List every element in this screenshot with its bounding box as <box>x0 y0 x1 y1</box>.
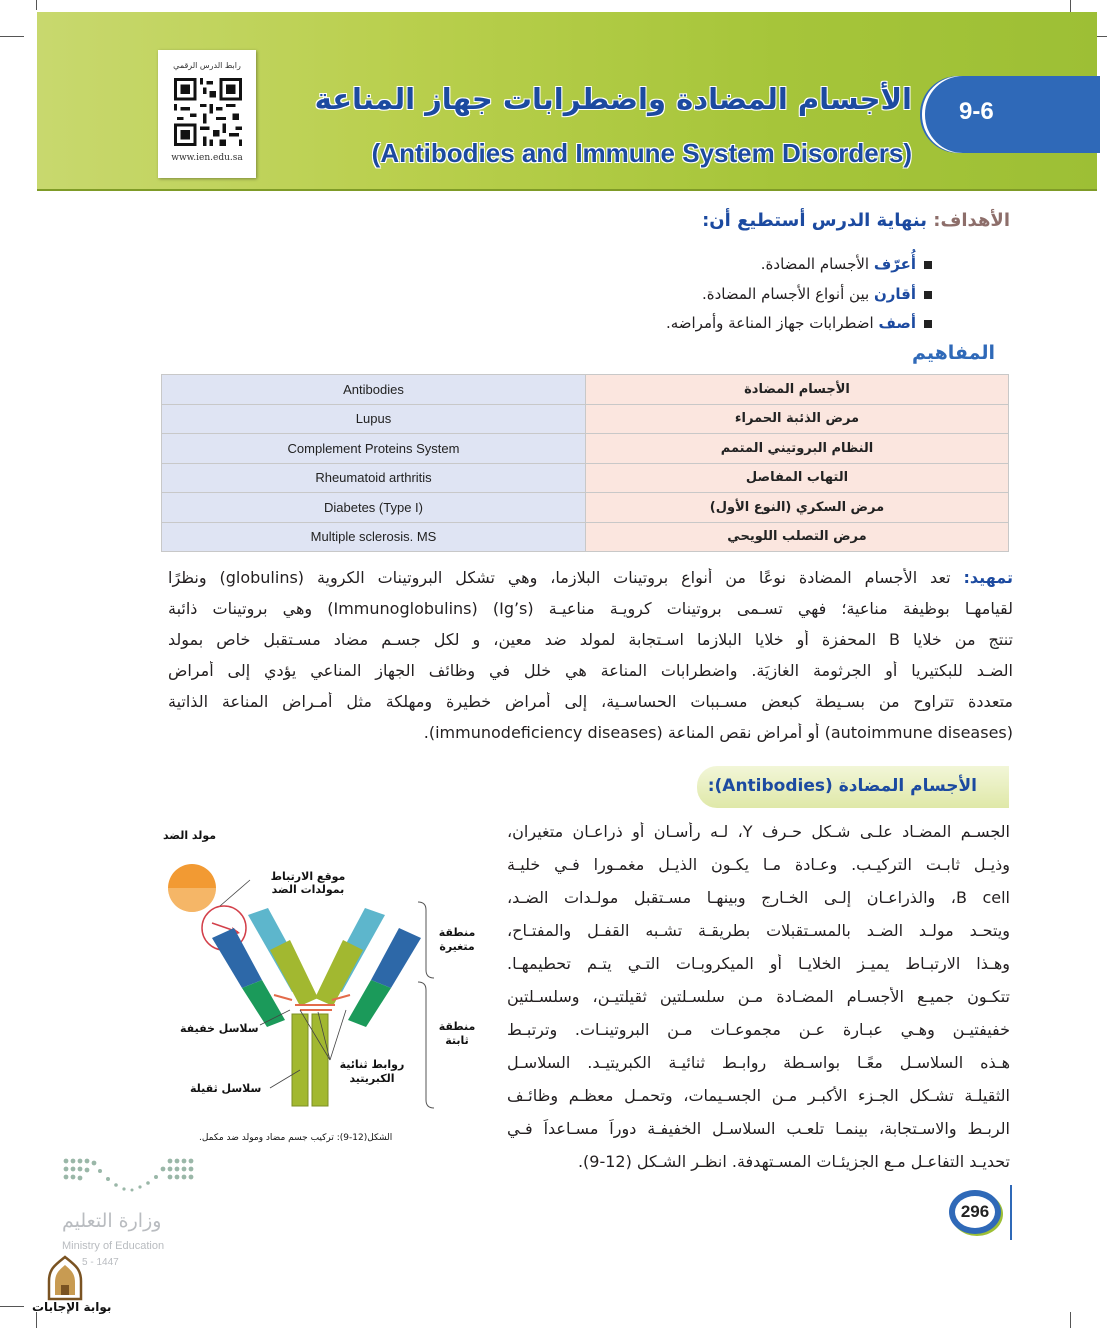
concept-arabic: التهاب المفاصل <box>586 463 1009 493</box>
concept-arabic: النظام البروتيني المتمم <box>586 434 1009 464</box>
qr-caption: رابط الدرس الرقمي <box>173 61 241 70</box>
table-row <box>162 493 1009 523</box>
objective-text: الأجسام المضادة. <box>760 255 870 273</box>
qr-url: www.ien.edu.sa <box>171 153 243 163</box>
objective-verb: أُعرّف <box>873 255 916 273</box>
intro-text: تعد الأجسام المضادة نوعًا من أنواع بروتينات البلازما، وهي تشكل البروتينات الكروية (globulins) ونظرًا <box>168 568 951 587</box>
objective-verb: أصف <box>878 314 916 332</box>
concept-arabic: مرض الذئبة الحمراء <box>586 404 1009 434</box>
objective-item <box>666 314 932 332</box>
body-line: خفيفتيـن وهـي عبـارة عـن مجموعـات مـن البروتينـات. وترتبـط <box>507 1020 1010 1039</box>
section-number: 9-6 <box>959 98 994 125</box>
concept-english: Complement Proteins System <box>162 434 586 464</box>
concept-english: Rheumatoid arthritis <box>162 463 586 493</box>
intro-label: تمهيد: <box>963 568 1013 587</box>
crop-mark <box>36 1312 37 1328</box>
body-line: تتكـون جميـع الأجسـام المضـادة مـن سلسـلتين ثقيلتيـن، وسلسـلتين <box>507 987 1010 1006</box>
label-variable-region: منطقة متغيرة <box>438 926 476 953</box>
concepts-heading: المفاهيم <box>911 342 995 364</box>
intro-line <box>168 568 1013 588</box>
table-row <box>162 522 1009 552</box>
portal-name: بوابة الإجابات <box>32 1300 112 1314</box>
objective-text: بين أنواع الأجسام المضادة. <box>702 285 870 303</box>
body-line: الثقيلـة تشـكل الجـزء الأكبـر مـن الجسـيمات، وتحمـل معظـم وظائـف <box>507 1086 1010 1105</box>
qr-code-icon[interactable] <box>174 78 242 146</box>
page-number: 296 <box>960 1202 990 1221</box>
antibodies-heading-band <box>697 766 1009 808</box>
intro-line: لقيامهـا بوظيفة مناعية؛ فهي تسـمى بروتينات كرويـة مناعيـة (Ig’s) (Immunoglobulins) وهي بروتينات ذائبة <box>168 599 1013 618</box>
body-line: هـذه السلاسـل معًـا بواسـطة روابـط ثنائيـة الكبريتيـد. السلاسـل <box>507 1053 1010 1072</box>
section-number-badge <box>925 76 1100 153</box>
concept-english: Diabetes (Type I) <box>162 493 586 523</box>
crop-mark <box>0 1306 24 1307</box>
heavy-chain-stem <box>312 1014 328 1106</box>
body-line: وهـذا الارتبـاط يميـز الخلايـا أو الميكروبـات التـي يتـم تحطيمهـا. <box>507 954 1010 973</box>
body-line: B cell، والذراعـان إلـى الخـارج وبينهـا مسـتقبل مولـدات الضـد، <box>507 888 1010 907</box>
label-antigen: مولد الضد <box>163 829 217 842</box>
intro-line: الضـد للبكتيريا أو الجرثومة الغازيَة. واضطرابات المناعة هي خلل في وظائف الجهاز المناعي يؤدي إلى أمراض <box>168 661 1013 680</box>
objective-item <box>702 285 932 303</box>
crop-mark <box>0 36 24 37</box>
intro-line: تنتج من خلايا B المحفزة أو خلايا البلازما اسـتجابة لمولد ضد معين، و لكل جسـم مضاد مسـتقبل خاص بمولد <box>168 630 1013 649</box>
ministry-logo-icon <box>60 1155 200 1195</box>
concept-arabic: مرض السكري (النوع الأول) <box>586 493 1009 523</box>
objective-verb: أقارن <box>873 285 916 303</box>
heavy-chain-stem <box>292 1014 308 1106</box>
body-line: الجسـم المضـاد علـى شـكل حـرف Y، لـه رأسـان أو ذراعـان متغيران، <box>507 822 1010 841</box>
table-row <box>162 404 1009 434</box>
table-row <box>162 463 1009 493</box>
label-disulfide-bonds: روابط ثنائية الكبريتيد <box>339 1058 405 1085</box>
concepts-table <box>161 374 1009 552</box>
concept-english: Lupus <box>162 404 586 434</box>
page-number-bar <box>1010 1185 1012 1240</box>
qr-card[interactable] <box>158 50 256 178</box>
intro-line: متعددة تتراوح من بسـيطة كبعض مسـببات الحساسـية، إلى أمراض خطيرة ومهلكة مثل أمـراض المناعة الذاتية <box>168 692 1013 711</box>
label-binding-site: موقع الارتباط بمولدات الضد <box>270 870 346 896</box>
crop-mark <box>1070 1312 1071 1328</box>
body-line: ويتحـد مولـد الضـد بالمسـتقبلات بطريقـة تشـبه القفـل والمفتـاح، <box>507 921 1010 940</box>
body-line: تحديـد التفاعـل مـع الجزيئـات المسـتهدفة. انظـر الشـكل (12-9). <box>577 1152 1010 1171</box>
ministry-name-arabic: وزارة التعليم <box>62 1210 162 1232</box>
concept-arabic: مرض التصلب اللويحي <box>586 522 1009 552</box>
bullet-icon <box>924 261 932 269</box>
concept-english: Antibodies <box>162 375 586 405</box>
bullet-icon <box>924 320 932 328</box>
lesson-title-arabic: الأجسام المضادة واضطرابات جهاز المناعة <box>314 82 912 116</box>
body-line: الربـط والاسـتجابة، بينمـا تلعـب السلاسـل الخفيفـة دوراً مسـاعداً فـي <box>507 1119 1010 1138</box>
header-divider <box>37 189 1097 191</box>
antibodies-heading: الأجسام المضادة (Antibodies): <box>707 776 977 796</box>
concept-arabic: الأجسام المضادة <box>586 375 1009 405</box>
label-heavy-chains: سلاسل ثقيلة <box>190 1082 262 1095</box>
objectives-heading <box>702 210 1010 231</box>
objective-item <box>761 255 932 273</box>
ministry-name-english: Ministry of Education <box>62 1240 165 1252</box>
objective-text: اضطرابات جهاز المناعة وأمراضه. <box>665 314 874 332</box>
label-constant-region: منطقة ثابتة <box>438 1020 476 1047</box>
table-row <box>162 375 1009 405</box>
crop-mark <box>36 0 37 10</box>
figure-caption: الشكل(12-9): تركيب جسم مضاد ومولد ضد مكمل. <box>199 1133 393 1143</box>
objectives-label: الأهداف: <box>933 210 1010 231</box>
table-row <box>162 434 1009 464</box>
antibody-figure <box>150 820 490 1130</box>
label-light-chains: سلاسل خفيفة <box>180 1022 259 1035</box>
objectives-intro: بنهاية الدرس أستطيع أن: <box>702 210 927 231</box>
body-line: وذيـل ثابـت التركيـب. وعـادة مـا يكـون الذيـل مغمـورا فـي خليـة <box>507 855 1010 874</box>
bullet-icon <box>924 291 932 299</box>
intro-line: (autoimmune diseases) أو أمراض نقص المناعة (immunodeficiency diseases). <box>423 723 1013 742</box>
portal-logo-icon <box>43 1255 87 1301</box>
ministry-year: 5 - 1447 <box>82 1257 119 1268</box>
lesson-title-english: (Antibodies and Immune System Disorders) <box>371 138 912 168</box>
concept-english: Multiple sclerosis. MS <box>162 522 586 552</box>
